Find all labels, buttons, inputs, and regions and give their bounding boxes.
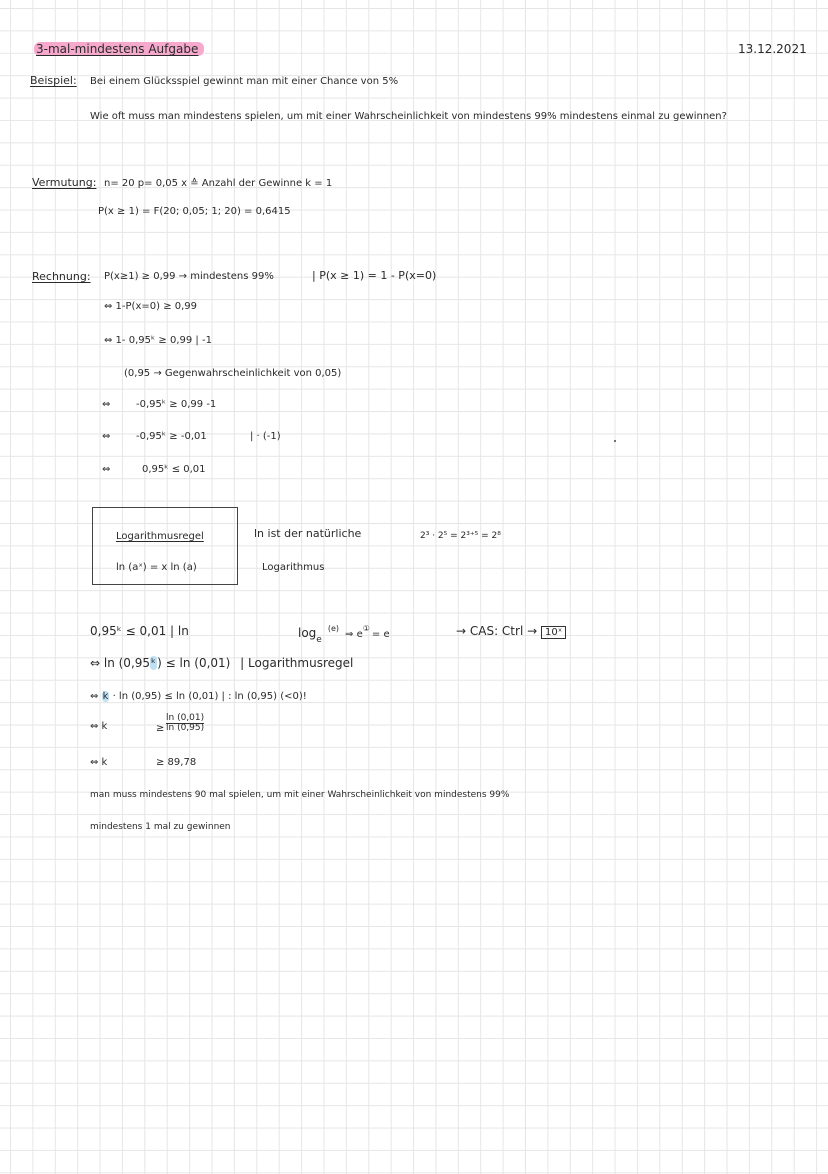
calc-line-7: 0,95ᵏ ≤ 0,01 bbox=[142, 464, 206, 475]
solve-line-3: ⇔ k · ln (0,95) ≤ ln (0,01) | : ln (0,95) (<0)! bbox=[90, 691, 307, 702]
stray-dot bbox=[614, 440, 616, 442]
ln-note-line-1: ln ist der natürliche bbox=[254, 527, 362, 540]
example-question: Wie oft muss man mindestens spielen, um mit einer Wahrscheinlichkeit von mindestens 99% mindestens einmal zu gewinnen? bbox=[90, 111, 727, 122]
solve-line-5-lhs: ⇔ k bbox=[90, 757, 108, 768]
guess-line-2: P(x ≥ 1) = F(20; 0,05; 1; 20) = 0,6415 bbox=[98, 206, 291, 217]
cas-hint: → CAS: Ctrl → 10ˣ bbox=[456, 624, 566, 640]
fraction-relation: ≥ bbox=[156, 723, 165, 734]
rule-box-formula: ln (aˣ) = x ln (a) bbox=[116, 562, 197, 573]
power-rule: 2³ · 2⁵ = 2³⁺⁵ = 2⁸ bbox=[420, 531, 501, 541]
fraction-denominator: ln (0,95) bbox=[166, 723, 205, 733]
fraction-numerator: ln (0,01) bbox=[166, 713, 205, 723]
solve-line-5: ≥ 89,78 bbox=[156, 757, 197, 768]
calc-line-6: -0,95ᵏ ≥ -0,01 bbox=[136, 431, 207, 442]
solve-line-4-lhs: ⇔ k bbox=[90, 721, 108, 732]
answer-line-2: mindestens 1 mal zu gewinnen bbox=[90, 822, 231, 832]
guess-line-1: n= 20 p= 0,05 x ≙ Anzahl der Gewinne k = 1 bbox=[104, 178, 333, 189]
log-expression: $\log_e^{(e)}\Rightarrow$ e①= e bbox=[298, 624, 390, 645]
ln-note-line-2: Logarithmus bbox=[262, 562, 325, 573]
rule-box-title: Logarithmusregel bbox=[116, 531, 204, 542]
solve-line-2: ⇔ ln (0,95ᵏ) ≤ ln (0,01) | Logarithmusregel bbox=[90, 656, 354, 670]
calc-line-5: -0,95ᵏ ≥ 0,99 -1 bbox=[136, 399, 217, 410]
answer-line-1: man muss mindestens 90 mal spielen, um mit einer Wahrscheinlichkeit von mindestens 99% bbox=[90, 790, 510, 800]
example-label: Beispiel: bbox=[30, 74, 77, 87]
example-line-1: Bei einem Glücksspiel gewinnt man mit einer Chance von 5% bbox=[90, 76, 399, 87]
calc-key-10x: 10ˣ bbox=[541, 626, 566, 639]
calc-label: Rechnung: bbox=[32, 270, 91, 283]
calc-line-1: P(x≥1) ≥ 0,99 → mindestens 99% bbox=[104, 271, 274, 282]
equiv-symbol: ⇔ bbox=[102, 464, 111, 475]
calc-line-4: (0,95 → Gegenwahrscheinlichkeit von 0,05) bbox=[124, 368, 342, 379]
date: 13.12.2021 bbox=[738, 42, 807, 56]
guess-label: Vermutung: bbox=[32, 176, 97, 189]
calc-line-3: ⇔ 1- 0,95ᵏ ≥ 0,99 | -1 bbox=[104, 335, 212, 346]
calc-line-6-note: | · (-1) bbox=[250, 431, 281, 442]
page-title: 3-mal-mindestens Aufgabe bbox=[34, 42, 204, 57]
equiv-symbol: ⇔ bbox=[102, 399, 111, 410]
equiv-symbol: ⇔ bbox=[102, 431, 111, 442]
solve-line-1: 0,95ᵏ ≤ 0,01 | ln bbox=[90, 624, 189, 638]
fraction bbox=[166, 714, 204, 733]
calc-line-2: ⇔ 1-P(x=0) ≥ 0,99 bbox=[104, 301, 198, 312]
calc-line-1-note: | P(x ≥ 1) = 1 - P(x=0) bbox=[312, 269, 437, 282]
